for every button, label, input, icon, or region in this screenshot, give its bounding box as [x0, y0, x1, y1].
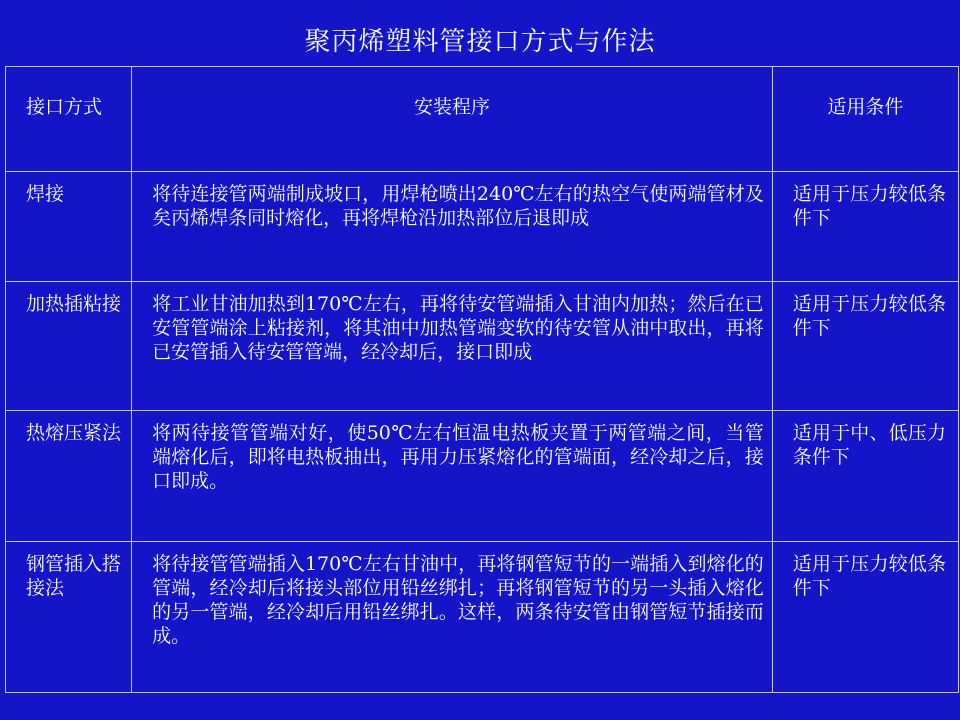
header-label-method: 接口方式 [26, 96, 103, 118]
method-text: 钢管插入搭接法 [26, 553, 122, 599]
method-cell [6, 172, 132, 282]
table-row [6, 542, 959, 693]
condition-text: 适用于压力较低条件下 [792, 293, 946, 339]
method-cell [6, 542, 132, 693]
table-row [6, 282, 959, 411]
procedure-text: 将工业甘油加热到170℃左右，再将待安管端插入甘油内加热；然后在已安管管端涂上粘接剂，将其油中加热管端变软的待安管从油中取出，再将已安管插入待安管管端，经冷却后，接口即成 [152, 293, 764, 363]
procedure-text: 将待接管管端插入170℃左右甘油中，再将钢管短节的一端插入到熔化的管端，经冷却后将接头部位用铅丝绑扎；再将钢管短节的另一头插入熔化的另一管端，经冷却后用铅丝绑扎。这样，两条待安管由钢管短节插接而成。 [152, 553, 764, 647]
condition-cell [772, 542, 958, 693]
condition-cell [772, 282, 958, 411]
method-text: 加热插粘接 [26, 293, 122, 315]
table-header-row [6, 67, 959, 172]
table-row [6, 411, 959, 542]
procedure-text: 将待连接管两端制成坡口，用焊枪喷出240℃左右的热空气使两端管材及矣丙烯焊条同时熔化，再将焊枪沿加热部位后退即成 [152, 183, 764, 229]
condition-text: 适用于压力较低条件下 [792, 553, 946, 599]
header-cell-method [6, 67, 132, 172]
header-label-procedure: 安装程序 [413, 96, 490, 118]
condition-cell [772, 411, 958, 542]
procedure-text: 将两待接管管端对好，使50℃左右恒温电热板夹置于两管端之间，当管端熔化后，即将电热板抽出，再用力压紧熔化的管端面，经冷却之后，接口即成。 [152, 422, 764, 492]
page-title: 聚丙烯塑料管接口方式与作法 [304, 27, 656, 57]
header-label-condition: 适用条件 [827, 96, 904, 118]
procedure-cell [132, 282, 773, 411]
table-row [6, 172, 959, 282]
header-cell-procedure [132, 67, 773, 172]
method-cell [6, 411, 132, 542]
method-text: 热熔压紧法 [26, 422, 122, 444]
procedure-cell [132, 411, 773, 542]
procedure-cell [132, 172, 773, 282]
condition-text: 适用于中、低压力条件下 [792, 422, 946, 468]
method-cell [6, 282, 132, 411]
procedure-cell [132, 542, 773, 693]
condition-cell [772, 172, 958, 282]
header-cell-condition [772, 67, 958, 172]
condition-text: 适用于压力较低条件下 [792, 183, 946, 229]
method-text: 焊接 [26, 183, 65, 205]
method-table [5, 66, 959, 693]
